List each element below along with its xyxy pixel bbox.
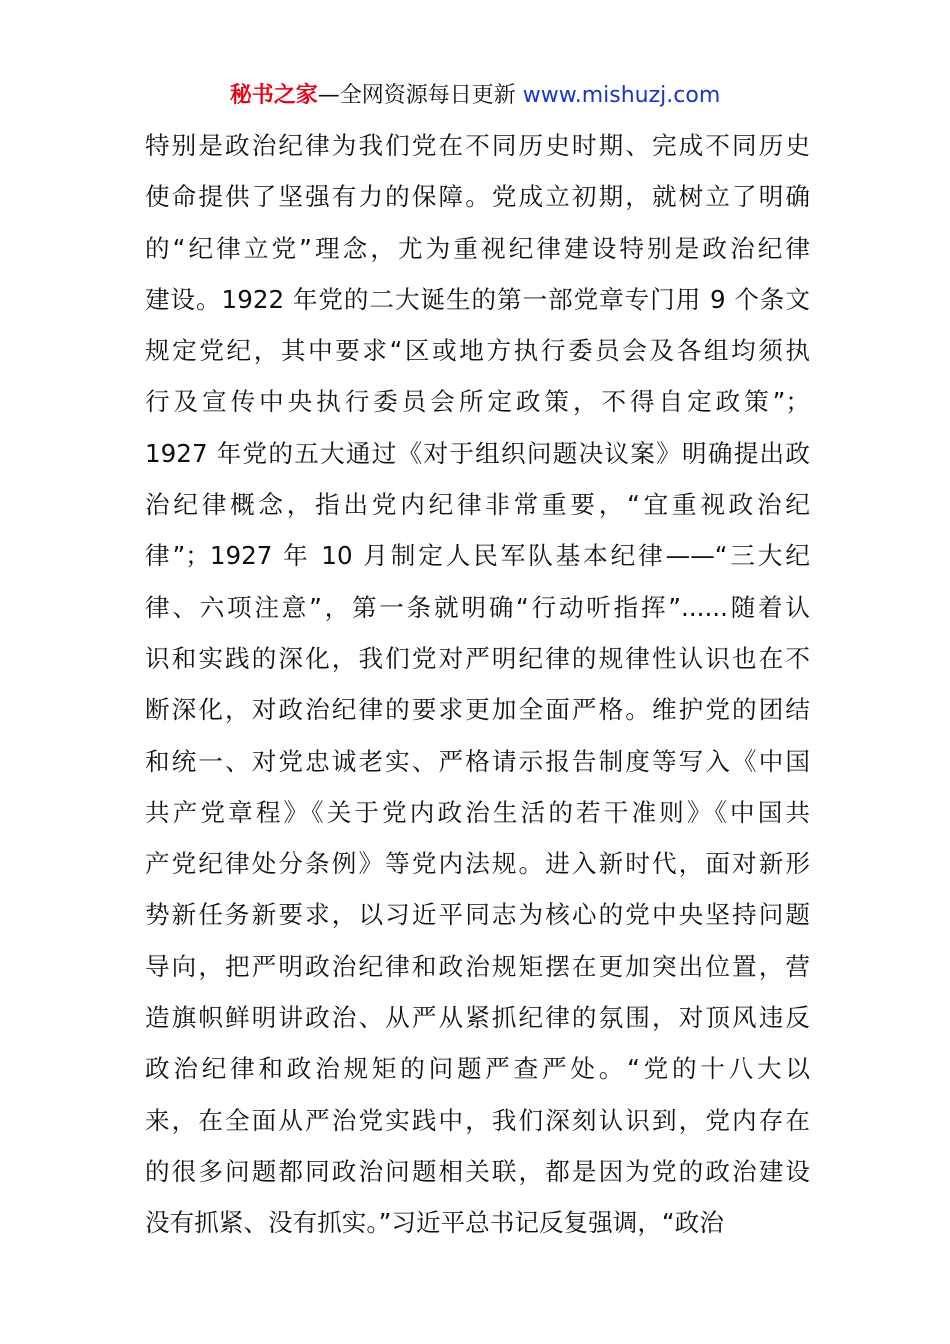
text-line: 律”；1927 年 10 月制定人民军队基本纪律——“三大纪 xyxy=(145,541,810,571)
text-line: 共产党章程》《关于党内政治生活的若干准则》《中国共 xyxy=(145,797,810,827)
document-body xyxy=(145,120,810,1249)
text-line: 律、六项注意”，第一条就明确“行动听指挥”......随着认 xyxy=(145,592,810,622)
text-line: 和统一、对党忠诚老实、严格请示报告制度等写入《中国 xyxy=(145,746,810,776)
text-line: 导向，把严明政治纪律和政治规矩摆在更加突出位置，营 xyxy=(145,951,810,981)
site-header xyxy=(0,80,950,112)
text-line: 没有抓紧、没有抓实。”习近平总书记反复强调，“政治 xyxy=(145,1208,724,1238)
text-line: 产党纪律处分条例》等党内法规。进入新时代，面对新形 xyxy=(145,849,810,879)
text-line: 特别是政治纪律为我们党在不同历史时期、完成不同历史 xyxy=(145,131,810,160)
text-line: 建设。1922 年党的二大诞生的第一部党章专门用 9 个条文 xyxy=(145,284,810,314)
text-line: 势新任务新要求，以习近平同志为核心的党中央坚持问题 xyxy=(145,900,810,930)
site-tagline: —全网资源每日更新 xyxy=(317,83,523,108)
text-line: 的很多问题都同政治问题相关联，都是因为党的政治建设 xyxy=(145,1156,810,1186)
text-line: 识和实践的深化，我们党对严明纪律的规律性认识也在不 xyxy=(145,643,810,673)
text-line: 来，在全面从严治党实践中，我们深刻认识到，党内存在 xyxy=(145,1105,810,1135)
text-line: 的“纪律立党”理念，尤为重视纪律建设特别是政治纪律 xyxy=(145,233,810,263)
text-line: 治纪律概念，指出党内纪律非常重要，“宜重视政治纪 xyxy=(145,490,810,520)
text-line: 造旗帜鲜明讲政治、从严从紧抓纪律的氛围，对顶风违反 xyxy=(145,1003,810,1033)
text-line: 政治纪律和政治规矩的问题严查严处。“党的十八大以 xyxy=(145,1054,810,1084)
text-line: 断深化，对政治纪律的要求更加全面严格。维护党的团结 xyxy=(145,695,810,725)
text-line: 1927 年党的五大通过《对于组织问题决议案》明确提出政 xyxy=(145,438,810,468)
text-line: 规定党纪，其中要求“区或地方执行委员会及各组均须执 xyxy=(145,336,810,366)
text-line: 行及宣传中央执行委员会所定政策，不得自定政策”； xyxy=(145,387,810,417)
text-line: 使命提供了坚强有力的保障。党成立初期，就树立了明确 xyxy=(145,182,810,212)
site-brand: 秘书之家 xyxy=(229,83,318,108)
site-url-link[interactable]: www.mishuzj.com xyxy=(522,83,721,108)
